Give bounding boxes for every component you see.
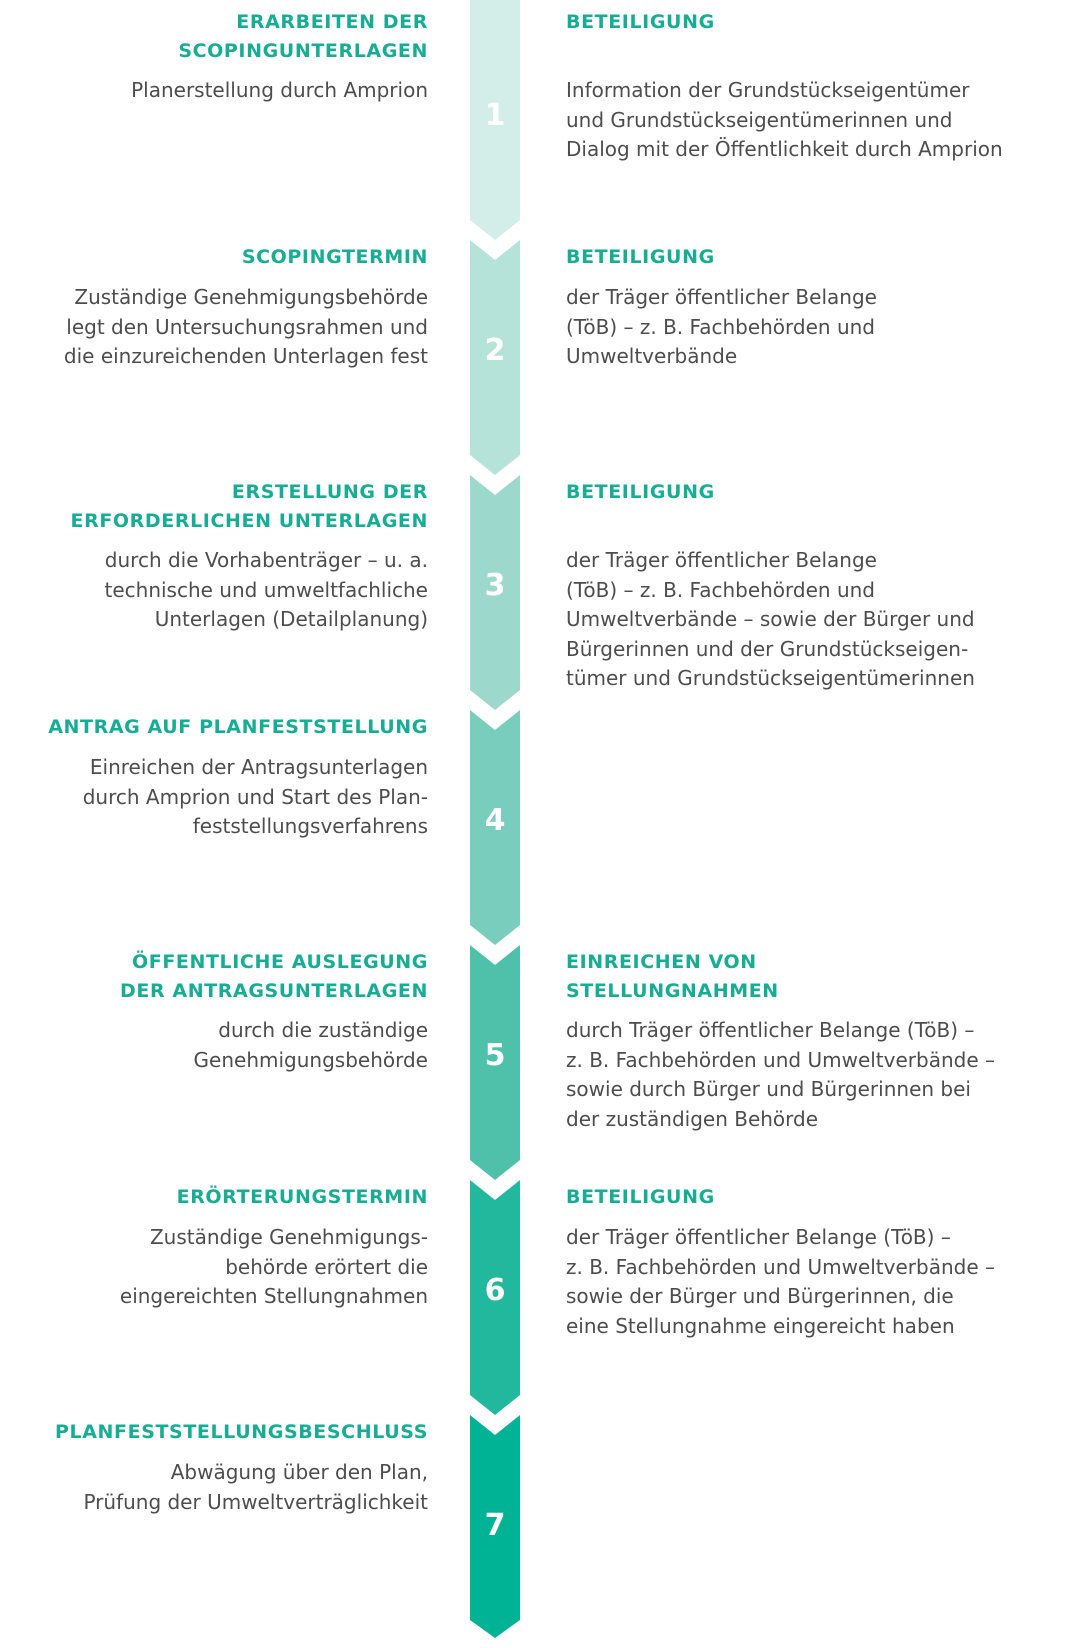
- step-5-description: durch die zuständige Genehmigungsbehörde: [193, 1018, 428, 1072]
- step-2-title: SCOPINGTERMIN: [241, 246, 428, 268]
- step-5-number: 5: [484, 1038, 506, 1073]
- step-1-participation-title: BETEILIGUNG: [566, 11, 715, 33]
- step-2-description: Zuständige Genehmigungsbehörde legt den Untersuchungsrahmen und die einzureichenden Unterlagen fest: [63, 285, 428, 368]
- step-2-number: 2: [484, 333, 506, 368]
- process-step-1: [0, 4, 1077, 238]
- step-7-title: PLANFESTSTELLUNGSBESCHLUSS: [55, 1421, 428, 1443]
- step-3-participation-title: BETEILIGUNG: [566, 481, 715, 503]
- step-6-number: 6: [484, 1273, 506, 1308]
- step-2-participation-title: BETEILIGUNG: [566, 246, 715, 268]
- step-6-participation-title: BETEILIGUNG: [566, 1186, 715, 1208]
- process-step-5: [0, 944, 1077, 1178]
- process-step-7: [0, 1414, 1077, 1648]
- step-5-title: ÖFFENTLICHE AUSLEGUNG DER ANTRAGSUNTERLAGEN: [120, 951, 428, 1002]
- step-3-participation-text: der Träger öffentlicher Belange (TöB) – z. B. Fachbehörden und Umweltverbände – sowie der Bürger und Bürgerinnen und der Grundstückseigen- tümer und Grundstückseigentümerinnen: [566, 548, 975, 690]
- step-6-title: ERÖRTERUNGSTERMIN: [176, 1186, 428, 1208]
- step-4-number: 4: [484, 803, 506, 838]
- step-6-description: Zuständige Genehmigungs- behörde erörtert die eingereichten Stellungnahmen: [119, 1225, 428, 1308]
- step-1-description: Planerstellung durch Amprion: [131, 78, 428, 102]
- step-2-participation-text: der Träger öffentlicher Belange (TöB) – z. B. Fachbehörden und Umweltverbände: [566, 285, 877, 368]
- step-4-title: ANTRAG AUF PLANFESTSTELLUNG: [48, 716, 428, 738]
- process-step-6: [0, 1179, 1077, 1413]
- step-3-number: 3: [484, 568, 506, 603]
- step-6-participation-text: der Träger öffentlicher Belange (TöB) – z. B. Fachbehörden und Umweltverbände – sowie der Bürger und Bürgerinnen, die eine Stellungnahme eingereicht haben: [566, 1225, 995, 1338]
- process-step-2: [0, 239, 1077, 473]
- process-step-3: [0, 474, 1077, 708]
- step-3-title: ERSTELLUNG DER ERFORDERLICHEN UNTERLAGEN: [70, 481, 428, 532]
- step-4-description: Einreichen der Antragsunterlagen durch Amprion und Start des Plan- feststellungsverfahrens: [82, 755, 428, 838]
- step-1-number: 1: [484, 98, 506, 133]
- step-5-participation-text: durch Träger öffentlicher Belange (TöB) – z. B. Fachbehörden und Umweltverbände – sowie durch Bürger und Bürgerinnen bei der zuständigen Behörde: [566, 1018, 995, 1131]
- step-3-description: durch die Vorhabenträger – u. a. technische und umweltfachliche Unterlagen (Detailplanung): [104, 548, 428, 631]
- step-1-participation-text: Information der Grundstückseigentümer und Grundstückseigentümerinnen und Dialog mit der Öffentlichkeit durch Amprion: [566, 78, 1003, 161]
- step-1-title: ERARBEITEN DER SCOPINGUNTERLAGEN: [178, 11, 428, 62]
- step-5-participation-title: EINREICHEN VON STELLUNGNAHMEN: [566, 951, 779, 1002]
- step-7-number: 7: [484, 1508, 506, 1543]
- process-step-4: [0, 709, 1077, 943]
- step-7-description: Abwägung über den Plan, Prüfung der Umweltverträglichkeit: [83, 1460, 428, 1514]
